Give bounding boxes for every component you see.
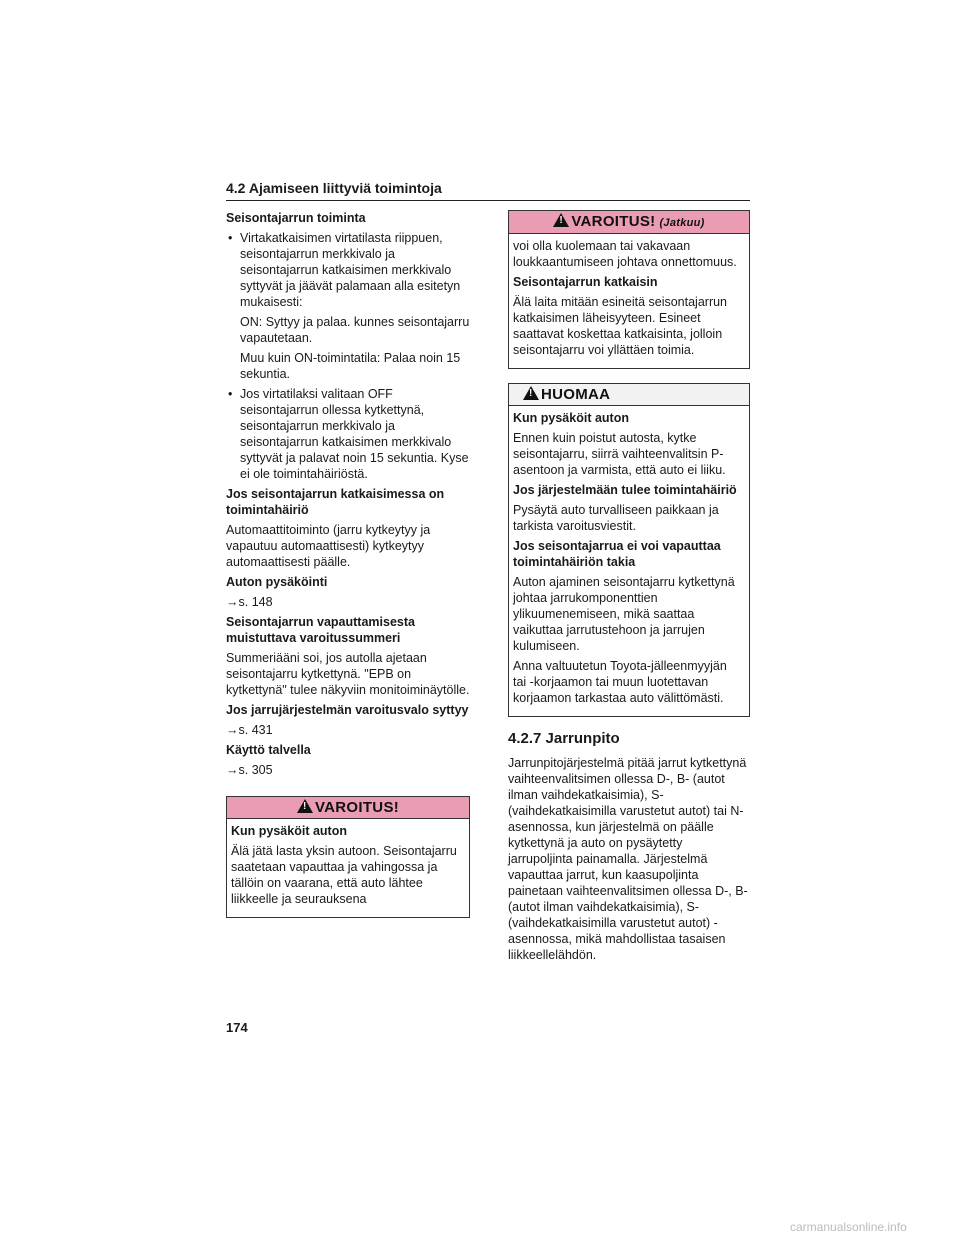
notice-heading: Kun pysäköit auton: [513, 411, 629, 425]
warning-box: [226, 796, 470, 918]
sub-item: ON: Syttyy ja palaa. kunnes seisontajarru vapautetaan.: [240, 315, 470, 345]
notice-heading: Jos järjestelmään tulee toimintahäiriö: [513, 483, 737, 497]
heading-reminder-buzzer: Seisontajarrun vapauttamisesta muistuttava varoitussummeri: [226, 615, 415, 645]
warning-box-header: [227, 797, 469, 819]
left-column: [226, 210, 470, 932]
warning-box-body: [227, 819, 469, 917]
bullet-item: • Virtakatkaisimen virtatilasta riippuen, seisontajarrun merkkivalo ja seisontajarrun katkaisimen merkkivalo syttyvät ja jäävät palamaan alla esitetyn mukaisesti:: [226, 230, 470, 310]
warning-continued-box: [508, 210, 750, 369]
page-number: 174: [226, 1020, 248, 1035]
page-reference: →s. 305: [226, 763, 273, 777]
paragraph: Summeriääni soi, jos autolla ajetaan seisontajarru kytkettynä. "EPB on kytkettynä" tulee näkyviin monitoiminäytölle.: [226, 651, 470, 697]
notice-text: Pysäytä auto turvalliseen paikkaan ja tarkista varoitusviestit.: [513, 503, 719, 533]
notice-triangle-icon: [523, 386, 539, 400]
paragraph: Automaattitoiminto (jarru kytkeytyy ja vapautuu automaattisesti) kytkeytyy automaattisesti päälle.: [226, 523, 431, 569]
warning-title: VAROITUS!: [571, 213, 656, 230]
section-paragraph: Jarrunpitojärjestelmä pitää jarrut kytkettynä vaihteenvalitsimen ollessa D-, B- (autot ilman vaihdekatkaisimia), S- (vaihdekatkaisimilla varustetut autot) tai N-asennossa, kun järjestelmä on päälle kytkettynä ja auto on pysäytetty jarrupoljinta painamalla. Järjestelmä vapauttaa jarrut, kun kaasupoljinta painetaan vaihteenvalitsimen ollessa D-, B- (autot ilman vaihdekatkaisimia), S- (vaihdekatkaisimilla varustetut autot) -asennossa, mikä mahdollistaa tasaisen liikkeellelähdön.: [508, 756, 748, 962]
right-column: [508, 210, 750, 967]
warning-text: voi olla kuolemaan tai vakavaan loukkaantumiseen johtava onnettomuus.: [513, 239, 737, 269]
heading-brake-warning-light: Jos jarrujärjestelmän varoitusvalo syttyy: [226, 703, 469, 717]
warning-triangle-icon: [553, 213, 569, 227]
warning-text: Älä jätä lasta yksin autoon. Seisontajarru saatetaan vapauttaa ja vahingossa ja tällöin on vaarana, että auto lähtee liikkeelle ja seurauksena: [231, 844, 457, 906]
section-title: 4.2.7 Jarrunpito: [508, 730, 620, 747]
notice-text: Anna valtuutetun Toyota-jälleenmyyjän tai -korjaamon tai muun luotettavan korjaamon tarkastaa auto välittömästi.: [513, 659, 727, 705]
warning-text: Älä laita mitään esineitä seisontajarrun katkaisimen läheisyyteen. Esineet saattavat koskettaa katkaisinta, jolloin seisontajarru voi yllättäen toimia.: [513, 295, 728, 357]
heading-winter-use: Käyttö talvella: [226, 743, 311, 757]
notice-box: [508, 383, 750, 717]
notice-heading: Jos seisontajarrua ei voi vapauttaa toimintahäiriön takia: [513, 539, 721, 569]
bullet-item: • Jos virtatilaksi valitaan OFF seisontajarrun ollessa kytkettynä, seisontajarrun merkkivalo ja seisontajarrun katkaisimen merkkivalo syttyvät ja palavat noin 15 sekuntia. Kyse ei ole toimintahäiriöstä.: [226, 386, 470, 482]
notice-text: Ennen kuin poistut autosta, kytke seisontajarru, siirrä vaihteenvalitsin P-asentoon ja varmista, että auto ei liiku.: [513, 431, 726, 477]
page-reference: →s. 148: [226, 595, 273, 609]
notice-box-body: [509, 406, 749, 716]
warning-continued-body: [509, 234, 749, 368]
watermark: carmanualsonline.info: [790, 1220, 907, 1234]
heading-parking-brake-operation: Seisontajarrun toiminta: [226, 211, 366, 225]
warning-heading: Seisontajarrun katkaisin: [513, 275, 658, 289]
warning-triangle-icon: [297, 799, 313, 813]
warning-title: VAROITUS!: [314, 799, 400, 816]
sub-item: Muu kuin ON-toimintatila: Palaa noin 15 sekuntia.: [240, 351, 461, 381]
warning-continued-header: [509, 211, 749, 234]
notice-title: HUOMAA: [541, 386, 611, 403]
continued-label: (Jatkuu): [659, 217, 705, 229]
page-header: 4.2 Ajamiseen liittyviä toimintoja: [226, 180, 750, 201]
warning-heading: Kun pysäköit auton: [231, 824, 347, 838]
notice-text: Auton ajaminen seisontajarru kytkettynä johtaa jarrukomponenttien ylikuumenemiseen, mikä saattaa vaikuttaa jarrutustehoon ja jarrujen kulumiseen.: [513, 575, 735, 653]
notice-box-header: [509, 384, 749, 406]
heading-parking: Auton pysäköinti: [226, 575, 328, 589]
page-reference: →s. 431: [226, 723, 273, 737]
heading-switch-malfunction: Jos seisontajarrun katkaisimessa on toimintahäiriö: [226, 487, 445, 517]
